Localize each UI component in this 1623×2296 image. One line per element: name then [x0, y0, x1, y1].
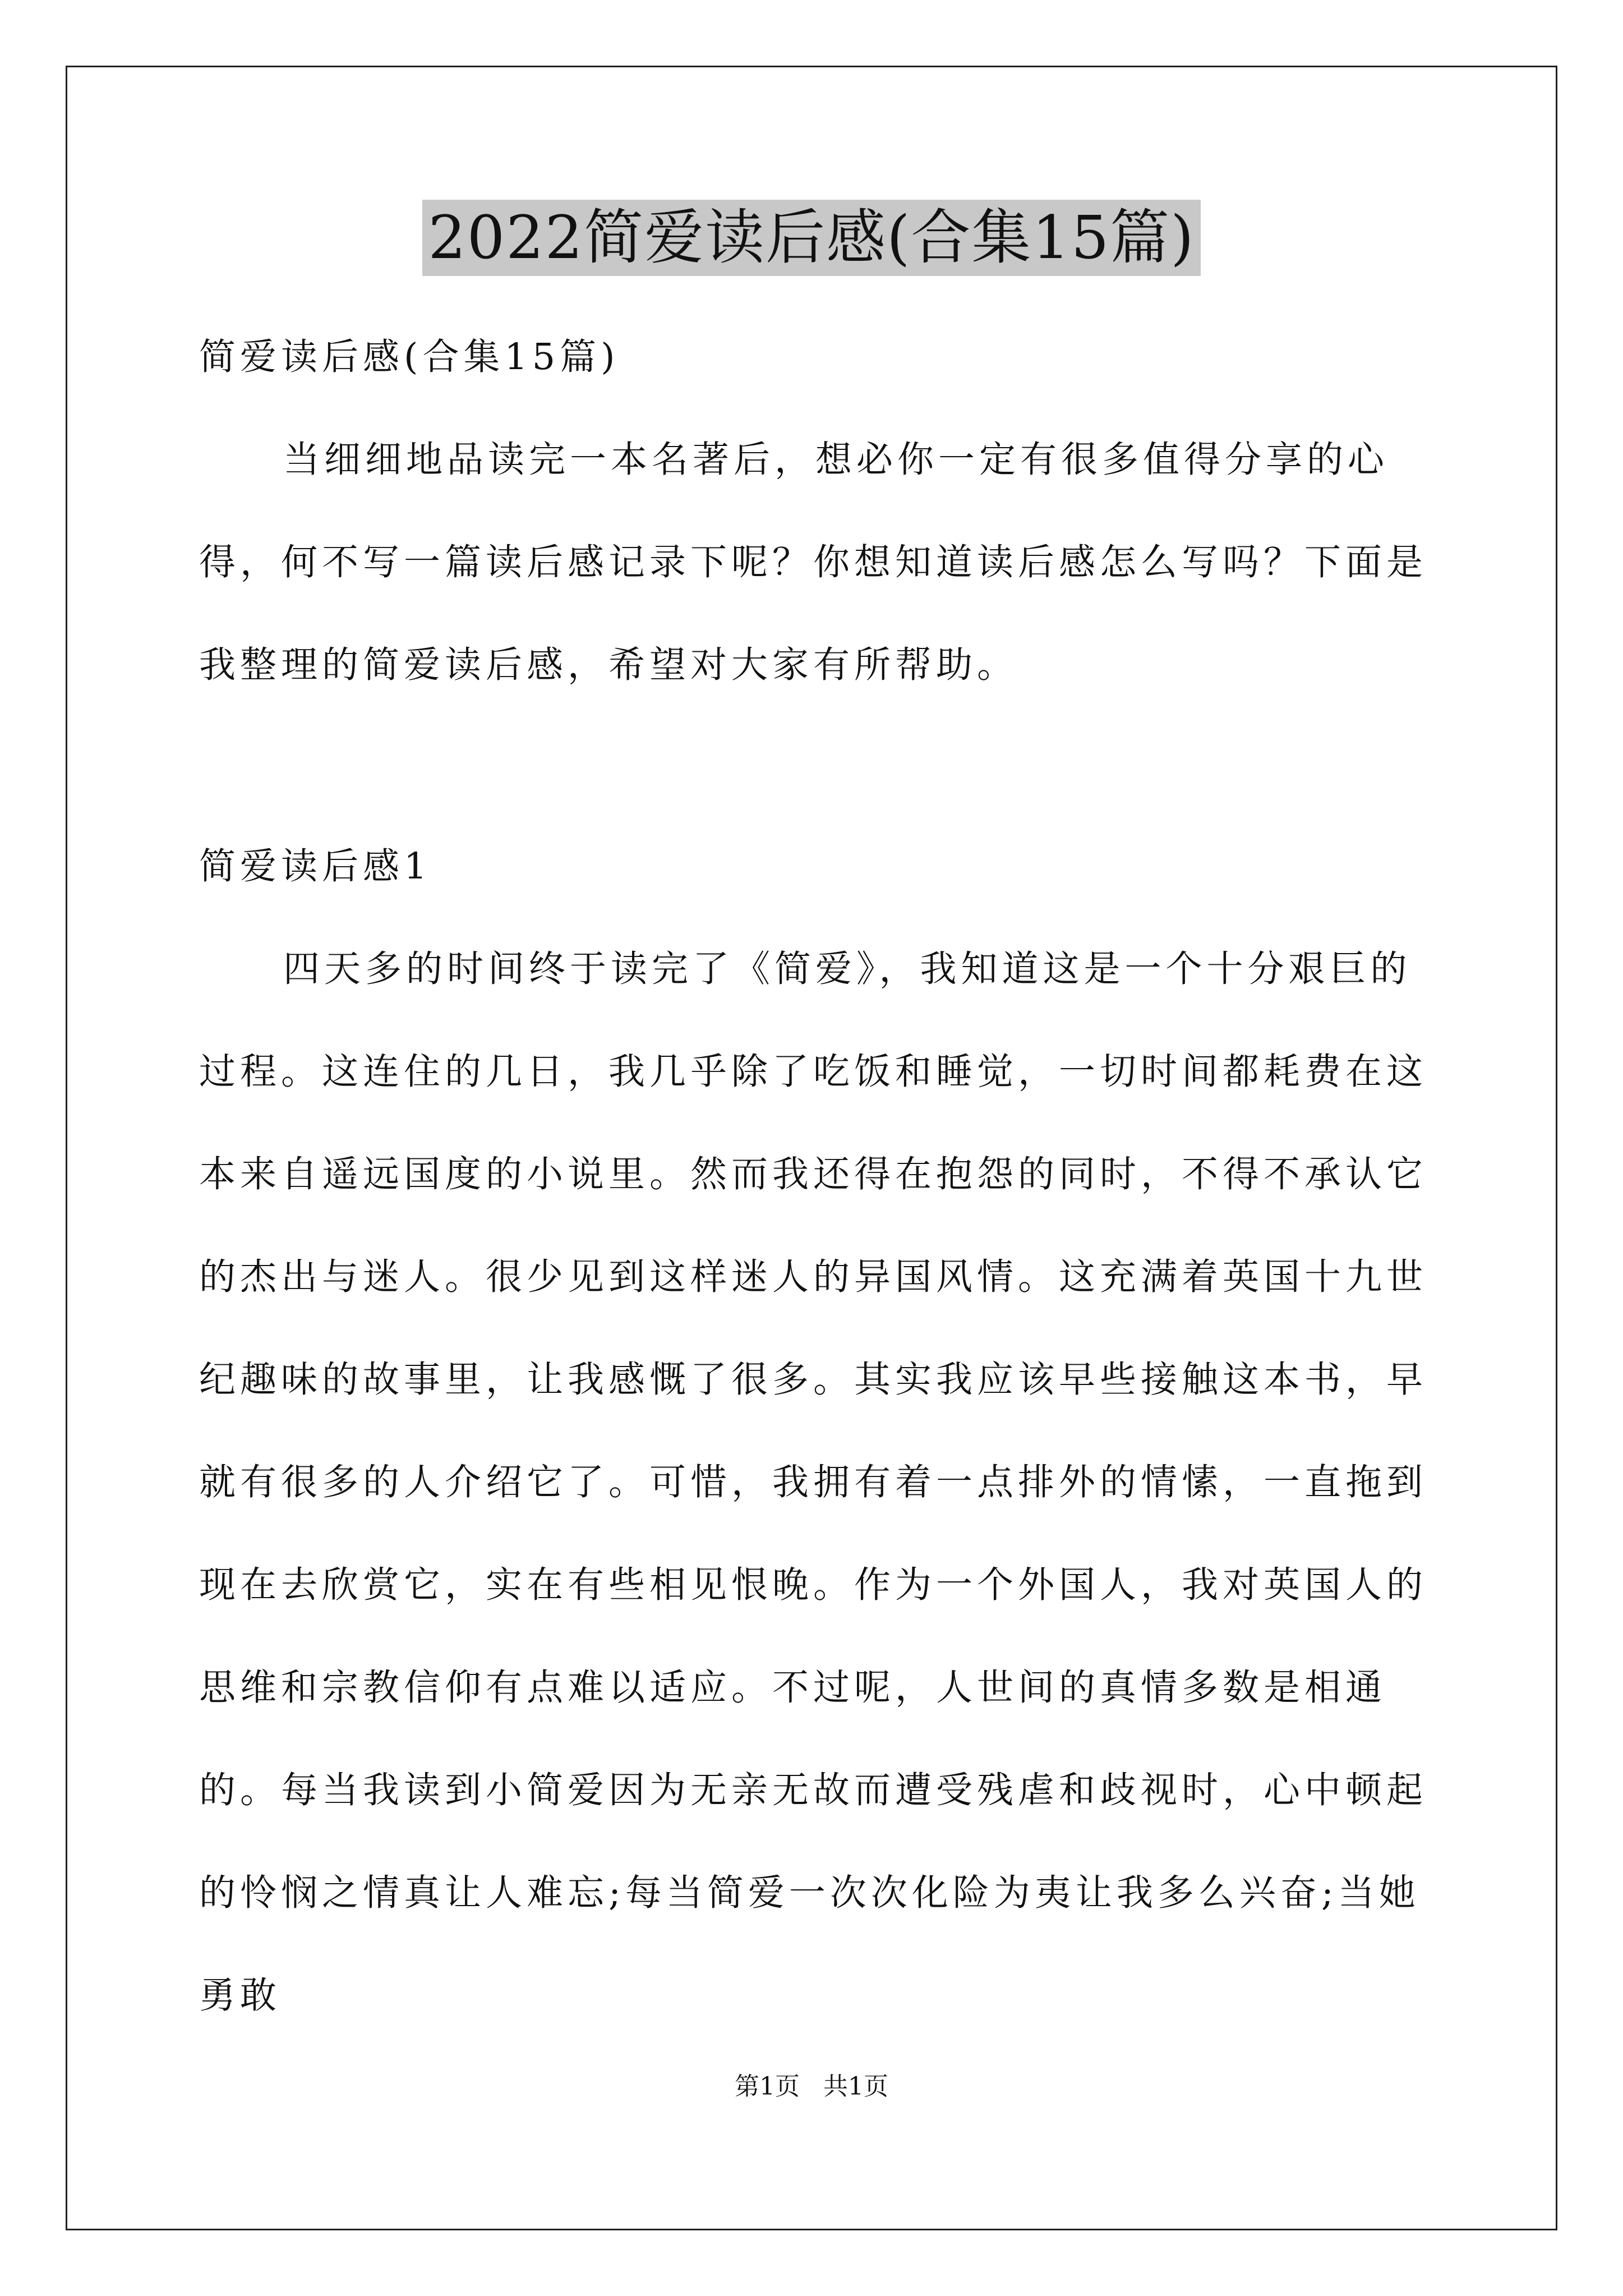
intro-paragraph: 当细细地品读完一本名著后，想必你一定有很多值得分享的心得，何不写一篇读后感记录下呢？你想知道读后感怎么写吗？下面是我整理的简爱读后感，希望对大家有所帮助。 — [199, 439, 1428, 686]
title-container — [0, 200, 1623, 276]
page-total: 共1页 — [823, 2072, 888, 2101]
document-title: 2022简爱读后感(合集15篇) — [422, 200, 1200, 276]
section-paragraph: 四天多的时间终于读完了《简爱》，我知道这是一个十分艰巨的过程。这连住的几日，我几乎除了吃饭和睡觉，一切时间都耗费在这本来自遥远国度的小说里。然而我还得在抱怨的同时，不得不承认它的杰出与迷人。很少见到这样迷人的异国风情。这充满着英国十九世纪趣味的故事里，让我感慨了很多。其实我应该早些接触这本书，早就有很多的人介绍它了。可惜，我拥有着一点排外的情愫，一直拖到现在去欣赏它，实在有些相见恨晚。作为一个外国人，我对英国人的思维和宗教信仰有点难以适应。不过呢，人世间的真情多数是相通的。每当我读到小简爱因为无亲无故而遭受残虐和歧视时，心中顿起的怜悯之情真让人难忘;每当简爱一次次化险为夷让我多么兴奋;当她勇敢 — [199, 948, 1428, 2017]
document-subtitle: 简爱读后感(合集15篇) — [199, 336, 620, 378]
page-footer — [0, 2070, 1623, 2104]
section-heading: 简爱读后感1 — [199, 845, 432, 887]
document-body — [199, 306, 1433, 2047]
page-number: 第1页 — [735, 2072, 800, 2101]
